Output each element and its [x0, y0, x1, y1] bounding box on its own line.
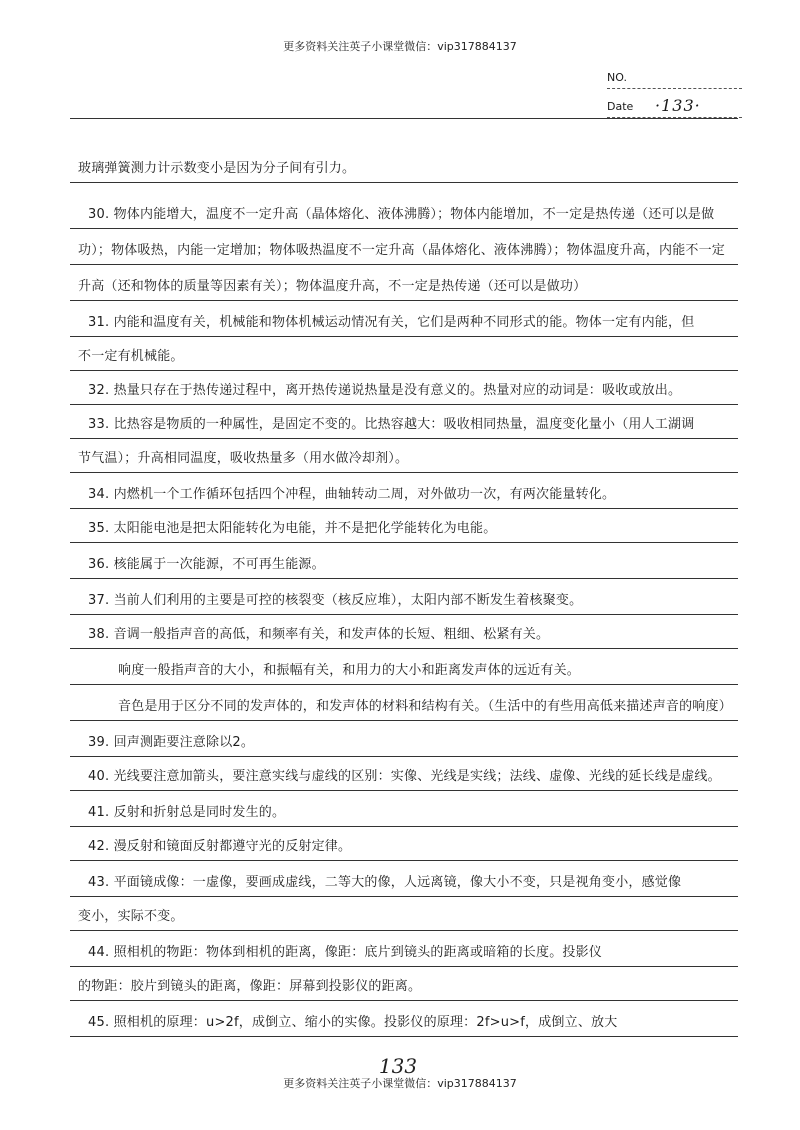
note-text: 30. 物体内能增大，温度不一定升高（晶体熔化、液体沸腾）；物体内能增加，不一定是热传递（还可以是做 — [88, 207, 715, 222]
note-line-10 — [70, 476, 738, 509]
note-text: 升高（还和物体的质量等因素有关）；物体温度升高，不一定是热传递（还可以是做功） — [78, 279, 587, 294]
note-text: 39. 回声测距要注意除以2。 — [88, 735, 255, 750]
note-line-3 — [70, 232, 738, 265]
note-line-2 — [70, 196, 738, 229]
note-text: 响度一般指声音的大小，和振幅有关，和用力的大小和距离发声体的远近有关。 — [118, 663, 581, 678]
note-line-9 — [70, 440, 738, 473]
note-text: 玻璃弹簧测力计示数变小是因为分子间有引力。 — [78, 161, 356, 176]
note-line-1 — [70, 150, 738, 183]
note-line-23 — [70, 934, 738, 967]
note-line-13 — [70, 582, 738, 615]
note-line-19 — [70, 794, 738, 827]
note-line-6 — [70, 338, 738, 371]
note-text: 32. 热量只存在于热传递过程中，离开热传递说热量是没有意义的。热量对应的动词是：吸收或放出。 — [88, 383, 682, 398]
page-meta — [607, 60, 742, 118]
note-line-21 — [70, 864, 738, 897]
note-text: 变小，实际不变。 — [78, 909, 184, 924]
note-line-18 — [70, 758, 738, 791]
note-line-16 — [70, 688, 738, 721]
note-line-24 — [70, 968, 738, 1001]
note-text: 35. 太阳能电池是把太阳能转化为电能，并不是把化学能转化为电能。 — [88, 521, 497, 536]
note-text: 38. 音调一般指声音的高低，和频率有关，和发声体的长短、粗细、松紧有关。 — [88, 627, 550, 642]
note-line-12 — [70, 546, 738, 579]
note-text: 节气温）；升高相同温度，吸收热量多（用水做冷却剂）。 — [78, 451, 409, 466]
note-line-5 — [70, 304, 738, 337]
note-line-14 — [70, 616, 738, 649]
note-text: 34. 内燃机一个工作循环包括四个冲程，曲轴转动二周，对外做功一次，有两次能量转化。 — [88, 487, 616, 502]
note-line-15 — [70, 652, 738, 685]
note-line-17 — [70, 724, 738, 757]
note-text: 功）；物体吸热，内能一定增加；物体吸热温度不一定升高（晶体熔化、液体沸腾）；物体温度升高，内能不一定 — [78, 243, 726, 258]
footer-watermark-text: 更多资料关注英子小课堂微信：vip317884137 — [283, 1077, 517, 1090]
note-text: 的物距：胶片到镜头的距离，像距：屏幕到投影仪的距离。 — [78, 979, 422, 994]
note-line-22 — [70, 898, 738, 931]
note-text: 44. 照相机的物距：物体到相机的距离，像距：底片到镜头的距离或暗箱的长度。投影仪 — [88, 945, 603, 960]
no-label: NO. — [607, 71, 627, 84]
note-line-25 — [70, 1004, 738, 1037]
note-text: 41. 反射和折射总是同时发生的。 — [88, 805, 286, 820]
header-watermark-text: 更多资料关注英子小课堂微信：vip317884137 — [283, 40, 517, 53]
date-value: ·133· — [655, 96, 701, 115]
note-text: 42. 漫反射和镜面反射都遵守光的反射定律。 — [88, 839, 352, 854]
date-field — [607, 89, 742, 118]
note-text: 43. 平面镜成像：一虚像，要画成虚线，二等大的像，人远离镜，像大小不变，只是视角变小，感觉像 — [88, 875, 682, 890]
note-line-8 — [70, 406, 738, 439]
note-line-11 — [70, 510, 738, 543]
note-text: 33. 比热容是物质的一种属性，是固定不变的。比热容越大：吸收相同热量，温度变化量小（用人工湖调 — [88, 417, 695, 432]
note-text: 36. 核能属于一次能源，不可再生能源。 — [88, 557, 325, 572]
note-text: 不一定有机械能。 — [78, 349, 184, 364]
note-line-7 — [70, 372, 738, 405]
no-field — [607, 60, 742, 89]
note-text: 40. 光线要注意加箭头，要注意实线与虚线的区别：实像、光线是实线；法线、虚像、光线的延长线是虚线。 — [88, 769, 721, 784]
note-text: 音色是用于区分不同的发声体的，和发声体的材料和结构有关。（生活中的有些用高低来描述声音的响度） — [118, 699, 732, 714]
top-rule — [70, 118, 738, 119]
note-text: 45. 照相机的原理：u>2f，成倒立、缩小的实像。投影仪的原理：2f>u>f，成倒立、放大 — [88, 1015, 618, 1030]
note-text: 37. 当前人们利用的主要是可控的核裂变（核反应堆），太阳内部不断发生着核聚变。 — [88, 593, 583, 608]
note-line-20 — [70, 828, 738, 861]
note-text: 31. 内能和温度有关，机械能和物体机械运动情况有关，它们是两种不同形式的能。物体一定有内能，但 — [88, 315, 695, 330]
note-line-4 — [70, 268, 738, 301]
date-label: Date — [607, 100, 634, 113]
page-number: 133 — [378, 1054, 418, 1078]
